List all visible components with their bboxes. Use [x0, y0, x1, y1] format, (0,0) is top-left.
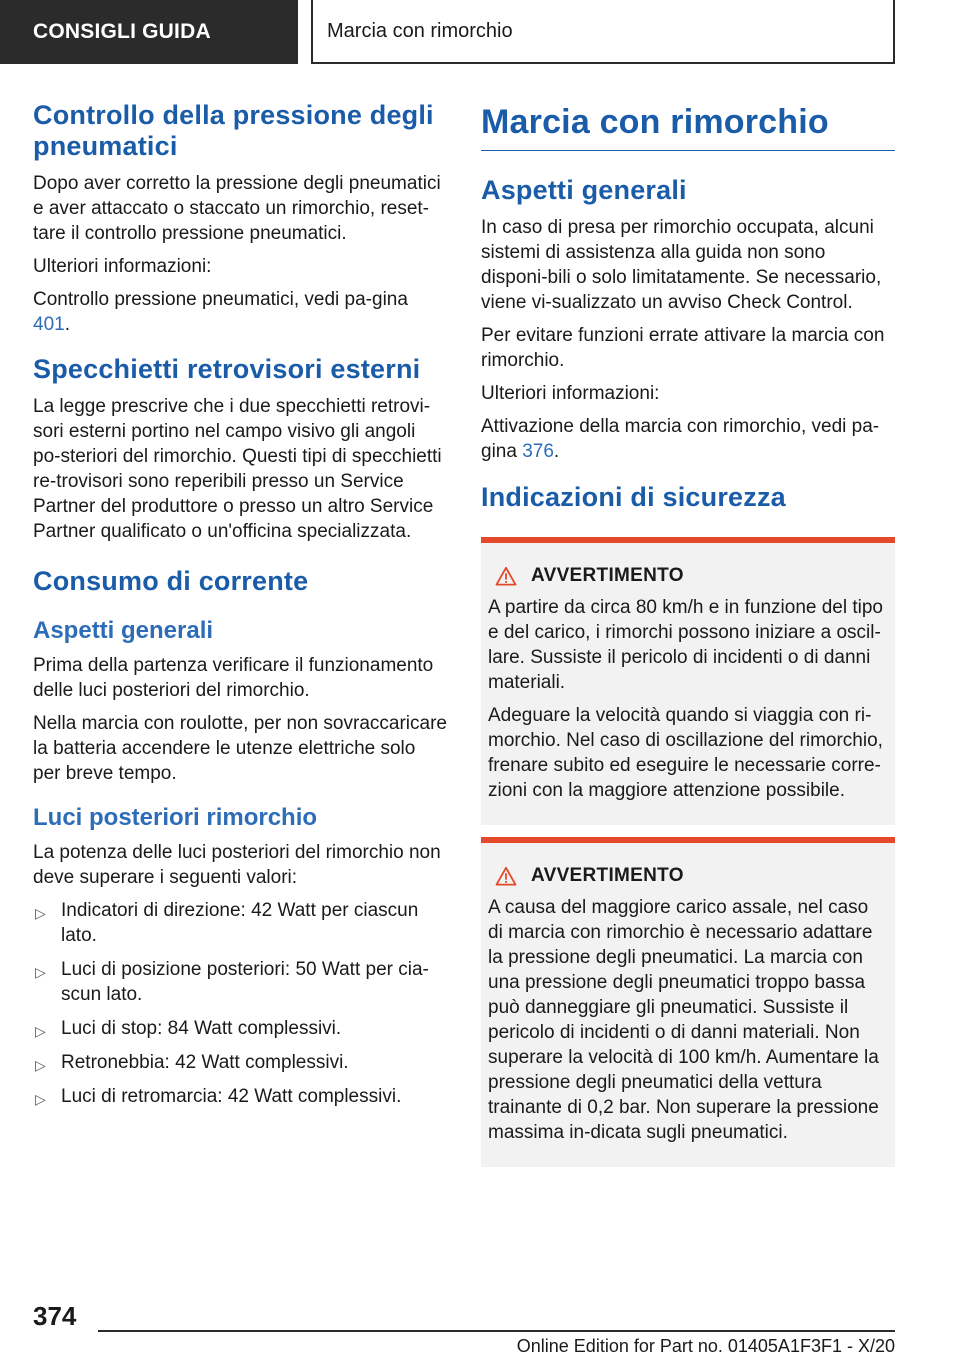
mirrors-heading: Specchietti retrovisori esterni — [33, 354, 421, 384]
safety-section — [481, 482, 895, 1167]
chapter-title: Marcia con rimorchio — [327, 19, 513, 42]
power-heading: Consumo di corrente — [33, 566, 309, 596]
tpms-section — [33, 100, 448, 337]
footer-divider — [98, 1330, 895, 1332]
warning-title: AVVERTIMENTO — [531, 565, 684, 586]
triangle-right-icon: ▷ — [35, 964, 46, 980]
triangle-right-icon: ▷ — [35, 905, 46, 921]
safety-heading: Indicazioni di sicurezza — [481, 482, 786, 512]
warning-triangle-icon — [495, 566, 517, 586]
lights-para: La potenza delle luci posteriori del rimorchio non deve superare i seguenti valori: — [33, 842, 441, 888]
triangle-right-icon: ▷ — [35, 1091, 46, 1107]
list-item: ▷ Indicatori di direzione: 42 Watt per ciascun lato. — [35, 900, 419, 946]
general-para-3: Ulteriori informazioni: — [481, 383, 660, 404]
tpms-para-2: Ulteriori informazioni: — [33, 256, 212, 277]
list-item: ▷ Luci di retromarcia: 42 Watt complessivi. — [33, 1084, 448, 1109]
mirrors-section — [33, 354, 448, 544]
page-link-401[interactable]: 401 — [33, 314, 65, 335]
general-section — [481, 175, 895, 464]
tpms-para-3: Controllo pressione pneumatici, vedi pa-gina 401. — [33, 289, 408, 335]
warning-box-2 — [481, 837, 895, 1167]
general-para-1: In caso di presa per rimorchio occupata, alcuni sistemi di assistenza alla guida non sono disponi-bili o solo limitatamente. Se necessario, viene vi-sualizzato un avviso Check Control. — [481, 217, 882, 313]
lights-subheading: Luci posteriori rimorchio — [33, 804, 318, 831]
warning-box-1 — [481, 537, 895, 825]
page-link-376[interactable]: 376 — [522, 441, 554, 462]
general-para-4: Attivazione della marcia con rimorchio, vedi pa-gina 376. — [481, 416, 880, 462]
page-title: Marcia con rimorchio — [481, 100, 895, 151]
tpms-heading: Controllo della pressione degli pneumatici — [33, 100, 434, 161]
general-para-2: Per evitare funzioni errate attivare la marcia con rimorchio. — [481, 325, 885, 371]
lights-section — [33, 804, 448, 1109]
list-item: ▷ Luci di posizione posteriori: 50 Watt per cia-scun lato. — [35, 959, 429, 1005]
warning-1-para-1: A partire da circa 80 km/h e in funzione del tipo e del carico, i rimorchi possono iniziare a oscil-lare. Sussiste il pericolo di incidenti o di danni materiali. — [488, 597, 884, 693]
lights-list — [33, 898, 448, 1109]
edition-label: Online Edition for Part no. 01405A1F3F1 - X/20 — [516, 1336, 895, 1356]
power-para-2: Nella marcia con roulotte, per non sovraccaricare la batteria accendere le utenze elettriche solo per breve tempo. — [33, 713, 447, 784]
triangle-right-icon: ▷ — [35, 1023, 46, 1039]
warning-triangle-icon — [495, 866, 517, 886]
mirrors-para: La legge prescrive che i due specchietti retrovi-sori esterni portino nel campo visivo gli angoli po-steriori del rimorchio. Questi tipi di specchietti re-trovisori sono reperibili presso un Service Partner del produttore o presso un altro Service Partner qualificato o un'officina specializzata. — [33, 396, 442, 542]
power-section — [33, 566, 448, 786]
triangle-right-icon: ▷ — [35, 1057, 46, 1073]
section-tab — [0, 0, 298, 64]
tpms-para-1: Dopo aver corretto la pressione degli pneumatici e aver attaccato o staccato un rimorchio, reset-tare il controllo pressione pneumatici. — [33, 173, 441, 244]
warning-1-para-2: Adeguare la velocità quando si viaggia con ri-morchio. Nel caso di oscillazione del rimorchio, frenare subito ed eseguire le necessarie corre-zioni con la maggiore attenzione possibile. — [488, 705, 883, 801]
section-label: CONSIGLI GUIDA — [33, 20, 211, 43]
power-subheading: Aspetti generali — [33, 617, 214, 644]
warning-2-para-1: A causa del maggiore carico assale, nel caso di marcia con rimorchio è necessario adattare la pressione degli pneumatici. La marcia con una pressione degli pneumatici troppo bassa può danneggiare gli pneumatici. Sussiste il pericolo di incidenti o di danni materiali. Non superare la velocità di 100 km/h. Aumentare la pressione degli pneumatici della vettura trainante di 0,2 bar. Non superare la pressione massima in-dicata sugli pneumatici. — [488, 897, 879, 1143]
left-column — [33, 100, 448, 1118]
general-heading: Aspetti generali — [481, 175, 687, 205]
warning-title: AVVERTIMENTO — [531, 865, 684, 886]
chapter-header — [311, 0, 895, 64]
power-para-1: Prima della partenza verificare il funzionamento delle luci posteriori del rimorchio. — [33, 655, 434, 701]
list-item: ▷ Luci di stop: 84 Watt complessivi. — [33, 1016, 448, 1041]
page-number: 374 — [33, 1301, 77, 1331]
right-column — [481, 100, 895, 1167]
list-item: ▷ Retronebbia: 42 Watt complessivi. — [33, 1050, 448, 1075]
